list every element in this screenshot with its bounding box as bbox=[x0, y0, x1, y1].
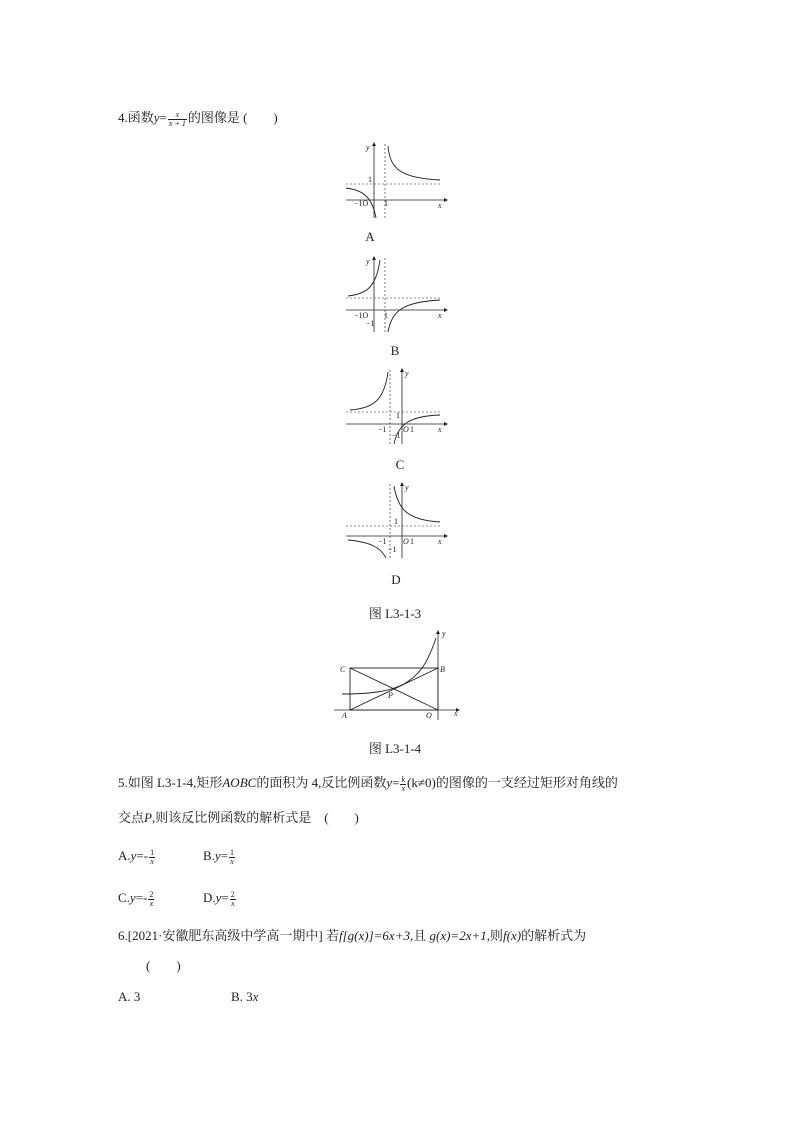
q5-option-a-num: 1 bbox=[150, 847, 155, 857]
q5-y: y bbox=[386, 775, 393, 790]
q4-suffix: 的图像是 ( ) bbox=[187, 110, 278, 125]
graph-a-x-label: x bbox=[438, 201, 442, 210]
q4-fraction bbox=[168, 111, 187, 128]
graph-c-y-label: y bbox=[405, 369, 409, 378]
graph-a-one-y: 1 bbox=[368, 175, 372, 184]
q5-p: P bbox=[144, 810, 152, 825]
q5-line-1 bbox=[118, 775, 618, 793]
fig5-y-label: y bbox=[442, 629, 446, 638]
graph-a bbox=[342, 140, 452, 220]
q6-line1-pre: 6.[2021·安徽肥东高级中学高一期中] 若 bbox=[118, 928, 339, 943]
q5-option-b-num: 1 bbox=[230, 847, 235, 857]
q5-frac-x: x bbox=[401, 783, 406, 793]
q5-line2-pre: 交点 bbox=[118, 810, 145, 825]
q5-option-d-num: 2 bbox=[230, 889, 235, 899]
q5-frac-k: k bbox=[401, 774, 406, 784]
q6-option-b-label: B. 3 bbox=[231, 989, 253, 1004]
q5-option-d-fraction bbox=[230, 891, 236, 908]
q5-option-b[interactable] bbox=[203, 848, 236, 866]
q5-option-b-letter: B. bbox=[203, 848, 215, 863]
q4-stem bbox=[118, 110, 278, 128]
q5-option-c-eq: =- bbox=[135, 890, 148, 905]
graph-c-one-y: 1 bbox=[396, 411, 400, 420]
graph-d-one-y: 1 bbox=[394, 517, 398, 526]
q5-option-a-y: y bbox=[130, 848, 137, 863]
q5-eq: = bbox=[392, 775, 400, 790]
q4-frac-num: x bbox=[168, 111, 187, 120]
graph-a-one-x: 1 bbox=[384, 199, 388, 208]
q5-option-a-letter: A. bbox=[118, 848, 131, 863]
q5-option-c-fraction bbox=[148, 891, 154, 908]
q5-option-d-eq: = bbox=[221, 890, 229, 905]
q4-eq: = bbox=[159, 110, 167, 125]
graph-c-neg-one-x: −1 bbox=[378, 425, 387, 434]
q5-option-a-fraction bbox=[149, 849, 155, 866]
option-a-label: A bbox=[365, 229, 375, 244]
fig5-point-b: B bbox=[440, 665, 445, 674]
q6-option-b[interactable] bbox=[231, 989, 258, 1005]
q5-line1-pre: 5.如图 L3-1-4,矩形 bbox=[118, 775, 223, 790]
fig5-point-p: P bbox=[388, 691, 393, 700]
q5-option-c-letter: C. bbox=[118, 890, 130, 905]
q5-option-a[interactable] bbox=[118, 848, 156, 866]
q5-option-a-den: x bbox=[150, 856, 154, 866]
q5-option-d-letter: D. bbox=[203, 890, 216, 905]
q6-fgx: f[g(x)]=6x+3 bbox=[339, 928, 410, 943]
fig5-point-a: A bbox=[342, 711, 347, 720]
q5-option-c-num: 2 bbox=[149, 889, 154, 899]
q6-paren: ( ) bbox=[146, 958, 181, 973]
q5-fraction bbox=[400, 776, 406, 793]
q5-option-d[interactable] bbox=[203, 890, 237, 908]
q6-tail: ,则 bbox=[486, 928, 504, 943]
graph-c-one-x: 1 bbox=[410, 425, 414, 434]
graph-b-x-label: x bbox=[438, 311, 442, 320]
q5-option-c-y: y bbox=[129, 890, 136, 905]
graph-c-neg-one-y: −1 bbox=[392, 431, 401, 440]
q6-gx: g(x)=2x+1 bbox=[429, 928, 487, 943]
graph-d-x-label: x bbox=[438, 537, 442, 546]
figure-caption-l3-1-3: 图 L3-1-3 bbox=[368, 606, 422, 621]
graph-a-y-label: y bbox=[366, 143, 370, 152]
q5-option-b-eq: = bbox=[220, 848, 229, 863]
q4-prefix: 4.函数 bbox=[118, 110, 154, 125]
q4-y: y bbox=[153, 110, 160, 125]
q6-option-b-var: x bbox=[252, 989, 259, 1004]
graph-b bbox=[342, 254, 452, 334]
option-c-label: C bbox=[395, 457, 405, 472]
graph-c bbox=[342, 366, 452, 446]
figure-l3-1-4 bbox=[334, 626, 464, 722]
q5-line-2 bbox=[118, 810, 359, 826]
graph-d bbox=[342, 480, 452, 560]
q5-option-b-den: x bbox=[230, 856, 234, 866]
q5-line1-mid: 的面积为 4,反比例函数 bbox=[256, 775, 387, 790]
q5-option-b-y: y bbox=[214, 848, 221, 863]
graph-b-one-x: 1 bbox=[384, 311, 388, 320]
figure-caption-l3-1-4: 图 L3-1-4 bbox=[368, 741, 422, 756]
fig5-x-label: x bbox=[454, 709, 458, 718]
q6-mid: ,且 bbox=[409, 928, 427, 943]
graph-d-neg-one-x: −1 bbox=[378, 537, 387, 546]
q6-fx: f(x) bbox=[503, 928, 522, 943]
graph-d-y-label: y bbox=[405, 483, 409, 492]
graph-b-neg-one-y: −1 bbox=[366, 319, 375, 328]
graph-d-neg-one-y: −1 bbox=[388, 545, 397, 554]
q5-option-d-den: x bbox=[230, 898, 235, 908]
q6-line-1 bbox=[118, 928, 586, 944]
q5-line2-post: ,则该反比例函数的解析式是 ( ) bbox=[151, 810, 359, 825]
graph-c-x-label: x bbox=[438, 425, 442, 434]
q5-cond: (k≠0) bbox=[407, 775, 436, 790]
q5-option-b-fraction bbox=[229, 849, 235, 866]
option-b-label: B bbox=[390, 343, 400, 358]
graph-a-neg-one-o: −1O bbox=[354, 199, 369, 208]
q5-line1-post: 的图像的一支经过矩形对角线的 bbox=[435, 775, 618, 790]
q6-option-a[interactable]: A. 3 bbox=[118, 989, 141, 1004]
q5-option-a-eq: =- bbox=[136, 848, 149, 863]
q5-option-d-y: y bbox=[215, 890, 222, 905]
graph-b-y-label: y bbox=[366, 257, 370, 266]
fig5-point-c: C bbox=[340, 665, 346, 674]
q5-option-c[interactable] bbox=[118, 890, 155, 908]
graph-c-origin: O bbox=[403, 425, 409, 434]
q5-option-c-den: x bbox=[149, 898, 154, 908]
graph-b-neg-one-o: −1O bbox=[354, 311, 369, 320]
q6-post: 的解析式为 bbox=[521, 928, 587, 943]
graph-d-one-x: 1 bbox=[410, 537, 414, 546]
q5-rect: AOBC bbox=[222, 775, 257, 790]
fig5-point-o: O bbox=[426, 711, 432, 720]
graph-d-origin: O bbox=[403, 537, 409, 546]
option-d-label: D bbox=[391, 572, 401, 587]
q4-frac-den: x + 1 bbox=[168, 118, 186, 128]
